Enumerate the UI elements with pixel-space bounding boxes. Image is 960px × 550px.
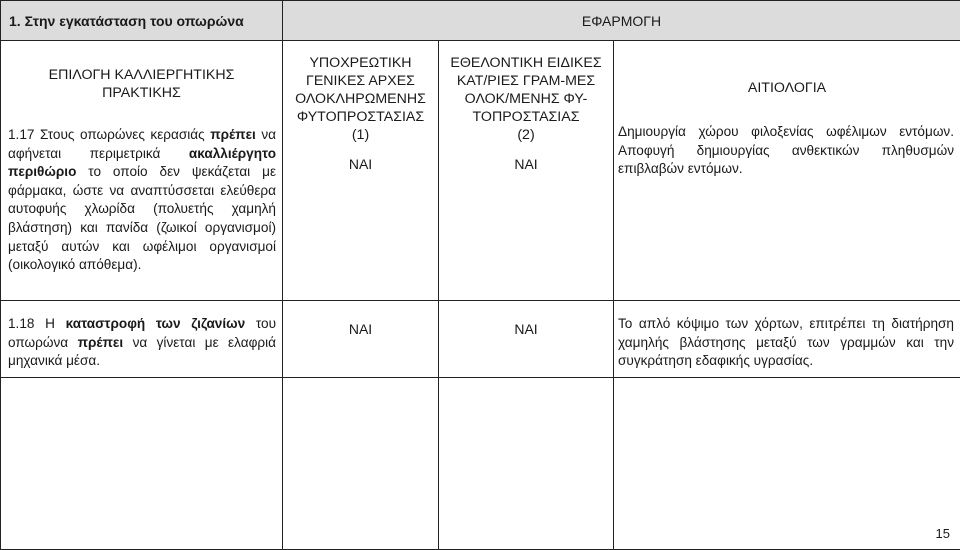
practice-column-title: ΕΠΙΛΟΓΗ ΚΑΛΛΙΕΡΓΗΤΙΚΗΣ ΠΡΑΚΤΙΚΗΣ [1, 41, 282, 102]
empty-cell-4 [614, 378, 960, 550]
justification-cell-1 [614, 41, 960, 301]
practice-cell-1 [1, 41, 283, 301]
voluntary-cell-1 [439, 41, 614, 301]
justification-text-2: Το απλό κόψιμο των χόρτων, επιτρέπει τη διατήρηση χαμηλής βλάστησης μεταξύ των γραμμών και την συγκράτηση εδαφικής υγρασίας. [614, 301, 960, 371]
voluntary-value-1: ΝΑΙ [439, 156, 613, 172]
justification-cell-2 [614, 301, 960, 378]
justification-text-1: Δημιουργία χώρου φιλοξενίας ωφέλιμων εντόμων. Αποφυγή δημιουργίας ανθεκτικών πληθυσμών επιβλαβών εντόμων. [614, 123, 960, 179]
empty-cell-3 [439, 378, 614, 550]
page-number: 15 [936, 526, 950, 541]
mandatory-cell-2 [283, 301, 439, 378]
practice-text-2: 1.18 Η καταστροφή των ζιζανίων του οπωρώνα πρέπει να γίνεται με ελαφριά μηχανικά μέσα. [1, 301, 282, 371]
mandatory-value-2: ΝΑΙ [283, 301, 438, 337]
voluntary-column-title: ΕΘΕΛΟΝΤΙΚΗ ΕΙΔΙΚΕΣ ΚΑΤ/ΡΙΕΣ ΓΡΑΜ-ΜΕΣ ΟΛΟΚ/ΜΕΝΗΣ ΦΥ-ΤΟΠΡΟΣΤΑΣΙΑΣ (2) [439, 41, 613, 144]
installation-title: 1. Στην εγκατάσταση του οπωρώνα [1, 1, 283, 41]
application-title: ΕΦΑΡΜΟΓΗ [283, 1, 960, 41]
mandatory-column-title: ΥΠΟΧΡΕΩΤΙΚΗ ΓΕΝΙΚΕΣ ΑΡΧΕΣ ΟΛΟΚΛΗΡΩΜΕΝΗΣ ΦΥΤΟΠΡΟΣΤΑΣΙΑΣ (1) [283, 41, 438, 144]
empty-cell-1 [1, 378, 283, 550]
practice-text-1: 1.17 Στους οπωρώνες κερασιάς πρέπει να αφήνεται περιμετρικά ακαλλιέργητο περιθώριο το οποίο δεν ψεκάζεται με φάρμακα, ώστε να αναπτύσσεται ελεύθερα αυτοφυής χλωρίδα (πολυετής χαμηλή βλάστηση) και πανίδα (ζωικοί οργανισμοί) μεταξύ αυτών και ωφέλιμοι οργανισμοί (οικολογικό απόθεμα). [1, 126, 282, 275]
empty-cell-2 [283, 378, 439, 550]
voluntary-value-2: ΝΑΙ [439, 301, 613, 337]
justification-column-title: ΑΙΤΙΟΛΟΓΙΑ [614, 41, 960, 97]
mandatory-value-1: ΝΑΙ [283, 156, 438, 172]
practice-cell-2 [1, 301, 283, 378]
mandatory-cell-1 [283, 41, 439, 301]
voluntary-cell-2 [439, 301, 614, 378]
